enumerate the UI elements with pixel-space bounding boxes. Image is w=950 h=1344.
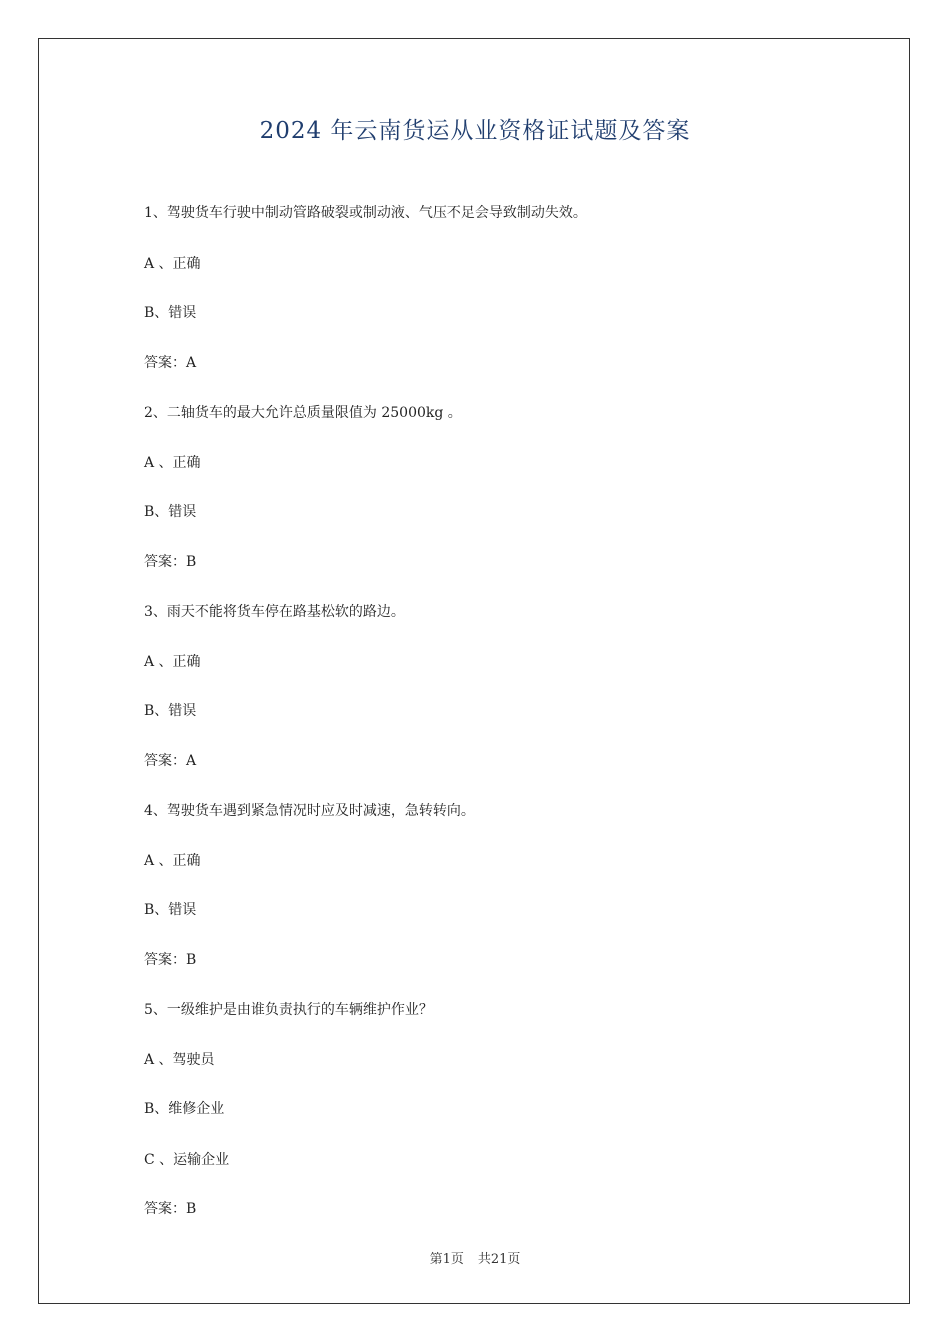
question-4-option-b: B、错误 xyxy=(144,902,197,918)
question-3-option-b: B、错误 xyxy=(144,703,197,719)
question-3-option-a: A 、正确 xyxy=(144,654,201,670)
question-4-stem: 4、驾驶货车遇到紧急情况时应及时减速，急转转向。 xyxy=(144,803,475,819)
question-5-stem: 5、一级维护是由谁负责执行的车辆维护作业？ xyxy=(144,1002,433,1018)
question-1-option-b: B、错误 xyxy=(144,305,197,321)
question-5-answer: 答案：B xyxy=(144,1201,197,1217)
question-2-option-b: B、错误 xyxy=(144,504,197,520)
page-number: 第1页 xyxy=(429,1252,464,1267)
question-1-option-a: A 、正确 xyxy=(144,256,201,272)
question-3-stem: 3、雨天不能将货车停在路基松软的路边。 xyxy=(144,604,405,620)
question-1-stem: 1、驾驶货车行驶中制动管路破裂或制动液、气压不足会导致制动失效。 xyxy=(144,205,587,221)
question-4-option-a: A 、正确 xyxy=(144,853,201,869)
question-5-option-a: A 、驾驶员 xyxy=(144,1052,215,1068)
question-2-option-a: A 、正确 xyxy=(144,455,201,471)
question-2-stem: 2、二轴货车的最大允许总质量限值为 25000kg 。 xyxy=(144,405,462,421)
question-3-answer: 答案：A xyxy=(144,753,197,769)
question-5-option-c: C 、运输企业 xyxy=(144,1152,230,1168)
question-4-answer: 答案：B xyxy=(144,952,197,968)
page-total: 共21页 xyxy=(477,1252,521,1267)
question-1-answer: 答案：A xyxy=(144,355,197,371)
page-footer xyxy=(0,1248,950,1267)
question-5-option-b: B、维修企业 xyxy=(144,1101,225,1117)
question-2-answer: 答案：B xyxy=(144,554,197,570)
document-title: 2024 年云南货运从业资格证试题及答案 xyxy=(259,118,691,144)
